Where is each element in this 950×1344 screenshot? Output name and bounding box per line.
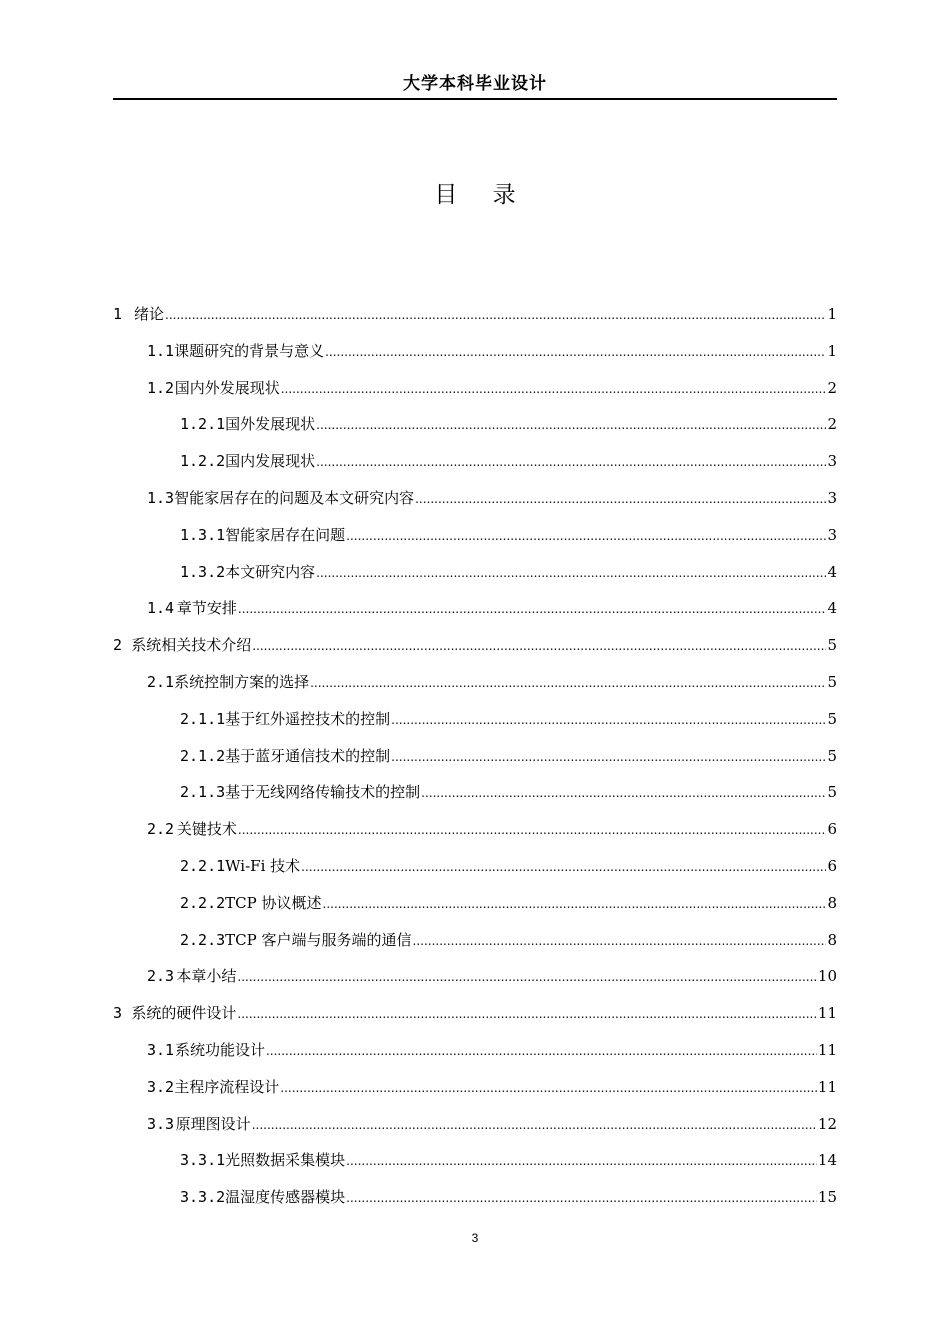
- toc-entry-number: 1.2: [147, 378, 175, 397]
- toc-dot-leader: [415, 481, 826, 518]
- toc-entry-page: 5: [827, 709, 837, 728]
- toc-entry-title: 本文研究内容: [225, 562, 316, 581]
- toc-entry-number: 2.2.1: [180, 856, 226, 875]
- toc-dot-leader: [346, 1180, 817, 1217]
- toc-entry-page: 6: [827, 856, 837, 875]
- toc-entry-title: 课题研究的背景与意义: [174, 341, 325, 360]
- toc-entry-number: 3: [113, 1004, 123, 1023]
- toc-dot-leader: [316, 444, 826, 481]
- toc-entry[interactable]: [113, 443, 837, 480]
- toc-entry-number: 3.3.1: [180, 1151, 226, 1170]
- toc-dot-leader: [238, 591, 827, 628]
- toc-entry[interactable]: [113, 406, 837, 443]
- toc-dot-leader: [421, 775, 826, 812]
- toc-entry[interactable]: [113, 922, 837, 959]
- toc-entry[interactable]: [113, 1106, 837, 1143]
- toc-entry-number: 2.2.2: [180, 893, 226, 912]
- toc-dot-leader: [391, 739, 826, 776]
- toc-entry-number: 3.3.2: [180, 1188, 226, 1207]
- toc-dot-leader: [346, 518, 826, 555]
- toc-entry[interactable]: [113, 296, 837, 333]
- toc-entry-number: 2.1.3: [180, 783, 226, 802]
- toc-entry-page: 12: [817, 1114, 837, 1133]
- toc-entry-number: 2.3: [147, 967, 175, 986]
- toc-entry-title: 系统相关技术介绍: [131, 636, 252, 655]
- toc-entry-number: 3.1: [147, 1040, 175, 1059]
- toc-entry-page: 14: [817, 1151, 837, 1170]
- running-header: 大学本科毕业设计: [403, 74, 547, 94]
- toc-entry-number: 2.2.3: [180, 930, 226, 949]
- toc-entry-title: 系统功能设计: [174, 1040, 265, 1059]
- toc-entry-title: 智能家居存在的问题及本文研究内容: [174, 488, 415, 507]
- toc-entry[interactable]: [113, 1069, 837, 1106]
- toc-entry[interactable]: [113, 701, 837, 738]
- toc-dot-leader: [391, 702, 826, 739]
- toc-entry-page: 4: [827, 562, 837, 581]
- toc-entry-title: Wi-Fi 技术: [225, 856, 301, 875]
- toc-entry-page: 5: [827, 783, 837, 802]
- toc-entry-title: 温湿度传感器模块: [225, 1188, 346, 1207]
- toc-entry-title: 国内外发展现状: [174, 378, 280, 397]
- toc-dot-leader: [252, 1107, 817, 1144]
- toc-entry-page: 1: [827, 341, 837, 360]
- toc-entry-title: 基于红外遥控技术的控制: [225, 709, 391, 728]
- toc-entry-number: 1.3: [147, 488, 175, 507]
- toc-dot-leader: [237, 996, 817, 1033]
- toc-entry-page: 6: [827, 820, 837, 839]
- toc-entry-page: 10: [817, 967, 837, 986]
- toc-dot-leader: [301, 849, 826, 886]
- toc-entry-title: 国内发展现状: [225, 452, 316, 471]
- toc-dot-leader: [281, 371, 827, 408]
- toc-dot-leader: [266, 1033, 817, 1070]
- toc-entry-page: 3: [827, 452, 837, 471]
- toc-dot-leader: [323, 886, 827, 923]
- toc-entry-title: 绪论: [133, 305, 164, 323]
- toc-dot-leader: [346, 1143, 817, 1180]
- toc-entry-number: 2.2: [147, 820, 175, 839]
- toc-entry[interactable]: [113, 333, 837, 370]
- toc-entry[interactable]: [113, 517, 837, 554]
- toc-entry[interactable]: [113, 1142, 837, 1179]
- toc-entry-page: 5: [827, 672, 837, 691]
- toc-entry-title: 国外发展现状: [225, 415, 316, 434]
- toc-entry-number: 2: [113, 636, 123, 655]
- toc-dot-leader: [316, 407, 826, 444]
- toc-entry[interactable]: [113, 774, 837, 811]
- toc-entry-number: 1.3.1: [180, 525, 226, 544]
- toc-entry-title: 系统的硬件设计: [131, 1004, 237, 1023]
- toc-dot-leader: [252, 628, 826, 665]
- toc-entry-number: 1.3.2: [180, 562, 226, 581]
- toc-entry-page: 2: [827, 415, 837, 434]
- toc-dot-leader: [280, 1070, 817, 1107]
- toc-entry-page: 3: [827, 488, 837, 507]
- toc-entry[interactable]: [113, 1179, 837, 1216]
- toc-title: 目 录: [434, 182, 530, 208]
- toc-entry-title: TCP 协议概述: [225, 893, 322, 912]
- table-of-contents: [113, 296, 837, 1216]
- toc-entry-page: 11: [817, 1004, 837, 1023]
- toc-entry-page: 5: [827, 746, 837, 765]
- toc-entry-page: 3: [827, 525, 837, 544]
- toc-entry-page: 15: [817, 1188, 837, 1207]
- toc-entry-number: 1.2.2: [180, 452, 226, 471]
- toc-entry[interactable]: [113, 480, 837, 517]
- toc-entry-title: 基于蓝牙通信技术的控制: [225, 746, 391, 765]
- toc-entry-title: 系统控制方案的选择: [174, 672, 310, 691]
- toc-entry[interactable]: [113, 664, 837, 701]
- toc-entry-number: 3.3: [147, 1114, 175, 1133]
- page-number: 3: [471, 1231, 479, 1245]
- toc-entry-number: 2.1: [147, 672, 175, 691]
- toc-entry[interactable]: [113, 554, 837, 591]
- toc-entry-title: 章节安排: [176, 599, 237, 618]
- toc-entry-title: 基于无线网络传输技术的控制: [225, 783, 421, 802]
- toc-entry[interactable]: [113, 848, 837, 885]
- toc-entry-number: 2.1.2: [180, 746, 226, 765]
- header-rule: [113, 98, 837, 100]
- toc-entry-number: 1.1: [147, 341, 175, 360]
- toc-entry-page: 2: [827, 378, 837, 397]
- toc-entry-page: 11: [817, 1077, 837, 1096]
- toc-entry-title: TCP 客户端与服务端的通信: [225, 930, 412, 949]
- toc-entry-number: 2.1.1: [180, 709, 226, 728]
- toc-entry[interactable]: [113, 370, 837, 407]
- toc-entry[interactable]: [113, 738, 837, 775]
- toc-entry-page: 1: [827, 305, 837, 323]
- toc-entry-title: 智能家居存在问题: [225, 525, 346, 544]
- toc-entry[interactable]: [113, 590, 837, 627]
- toc-entry[interactable]: [113, 811, 837, 848]
- toc-entry-number: 1.2.1: [180, 415, 226, 434]
- toc-entry-page: 4: [827, 599, 837, 618]
- toc-entry[interactable]: [113, 627, 837, 664]
- toc-entry-number: 1: [113, 305, 123, 323]
- toc-entry-title: 关键技术: [176, 820, 237, 839]
- toc-entry-number: 1.4: [147, 599, 175, 618]
- toc-entry-number: 3.2: [147, 1077, 175, 1096]
- toc-dot-leader: [413, 923, 827, 960]
- toc-entry-title: 本章小结: [176, 967, 237, 986]
- toc-entry[interactable]: [113, 1032, 837, 1069]
- toc-dot-leader: [325, 334, 826, 371]
- toc-dot-leader: [238, 812, 827, 849]
- toc-entry-page: 8: [827, 930, 837, 949]
- toc-entry-title: 光照数据采集模块: [225, 1151, 346, 1170]
- toc-entry-title: 主程序流程设计: [174, 1077, 280, 1096]
- toc-dot-leader: [316, 555, 826, 592]
- toc-entry-page: 11: [817, 1040, 837, 1059]
- toc-entry[interactable]: [113, 958, 837, 995]
- toc-entry-title: 原理图设计: [175, 1114, 251, 1133]
- toc-entry[interactable]: [113, 995, 837, 1032]
- toc-entry-page: 5: [827, 636, 837, 655]
- toc-dot-leader: [310, 665, 826, 702]
- toc-entry-page: 8: [827, 893, 837, 912]
- toc-entry[interactable]: [113, 885, 837, 922]
- toc-dot-leader: [165, 297, 826, 334]
- toc-dot-leader: [237, 959, 816, 996]
